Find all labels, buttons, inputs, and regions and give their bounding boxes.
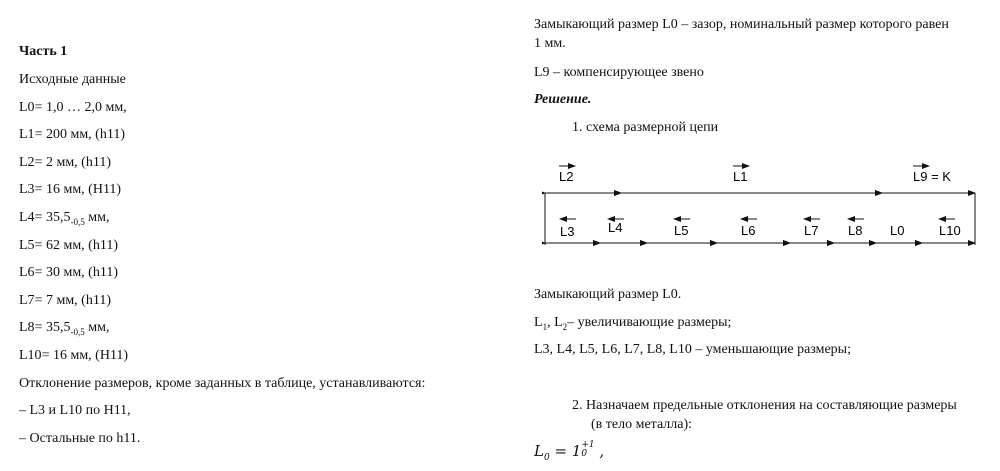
bullet-others: – Остальные по h11. bbox=[19, 431, 141, 446]
solution-heading: Решение. bbox=[534, 92, 592, 107]
svg-text:L5: L5 bbox=[674, 223, 689, 238]
part-heading: Часть 1 bbox=[19, 44, 68, 59]
param-l10: L10= 16 мм, (H11) bbox=[19, 348, 129, 363]
decreasing-dims: L3, L4, L5, L6, L7, L8, L10 – уменьшающие размеры; bbox=[534, 342, 851, 357]
top-label-l9-k bbox=[913, 166, 951, 184]
param-l6: L6= 30 мм, (h11) bbox=[19, 265, 118, 280]
svg-text:L10: L10 bbox=[939, 223, 961, 238]
closing-dim-line: Замыкающий размер L0. bbox=[534, 287, 682, 302]
param-l1: L1= 200 мм, (h11) bbox=[19, 127, 125, 142]
svg-text:L4: L4 bbox=[608, 220, 623, 235]
top-label-l1 bbox=[733, 166, 749, 184]
svg-text:L2: L2 bbox=[559, 169, 574, 184]
svg-text:L6: L6 bbox=[741, 223, 756, 238]
bottom-label-l0 bbox=[890, 223, 904, 238]
svg-text:L3: L3 bbox=[560, 224, 575, 239]
bottom-label-l10 bbox=[939, 219, 961, 238]
bottom-label-l3 bbox=[560, 219, 576, 239]
formula-l0: $L_0 = 1$ +1 0 , bbox=[534, 440, 605, 463]
svg-text:L9 = K: L9 = K bbox=[913, 169, 951, 184]
increasing-dims: $L_1$, $L_2-$ увеличивающие размеры; bbox=[534, 315, 732, 332]
param-l4: $L4= 35,5_{-0,5}$ мм, bbox=[19, 210, 110, 227]
step2-line1: 2. Назначаем предельные отклонения на составляющие размеры bbox=[572, 398, 957, 413]
param-l2: L2= 2 мм, (h11) bbox=[19, 155, 111, 170]
bottom-label-l8 bbox=[848, 219, 864, 238]
step1-label: 1. схема размерной цепи bbox=[572, 120, 719, 135]
top-label-l2 bbox=[559, 166, 575, 184]
bottom-label-l6 bbox=[741, 219, 757, 238]
svg-text:L8: L8 bbox=[848, 223, 863, 238]
closing-size-line1: Замыкающий размер L0 – зазор, номинальный размер которого равен bbox=[534, 17, 949, 32]
svg-text:L0: L0 bbox=[890, 223, 905, 238]
step2-line2: (в тело металла): bbox=[591, 417, 693, 432]
dimension-chain-diagram bbox=[542, 160, 982, 250]
deviation-note: Отклонение размеров, кроме заданных в таблице, устанавливаются: bbox=[19, 376, 426, 391]
bottom-label-l5 bbox=[674, 219, 690, 238]
bottom-label-l4 bbox=[608, 219, 624, 235]
param-l5: L5= 62 мм, (h11) bbox=[19, 238, 118, 253]
source-data-heading: Исходные данные bbox=[19, 72, 126, 87]
closing-size-line2: 1 мм. bbox=[534, 36, 566, 51]
bottom-label-l7 bbox=[804, 219, 820, 238]
param-l0: L0= 1,0 … 2,0 мм, bbox=[19, 100, 127, 115]
param-l3: L3= 16 мм, (H11) bbox=[19, 182, 122, 197]
param-l8: $L8= 35,5_{-0,5}$ мм, bbox=[19, 320, 110, 337]
svg-text:L7: L7 bbox=[804, 223, 819, 238]
compensator-line: L9 – компенсирующее звено bbox=[534, 65, 704, 80]
bullet-h11: – L3 и L10 по H11, bbox=[19, 403, 131, 418]
svg-text:L1: L1 bbox=[733, 169, 748, 184]
param-l7: L7= 7 мм, (h11) bbox=[19, 293, 111, 308]
